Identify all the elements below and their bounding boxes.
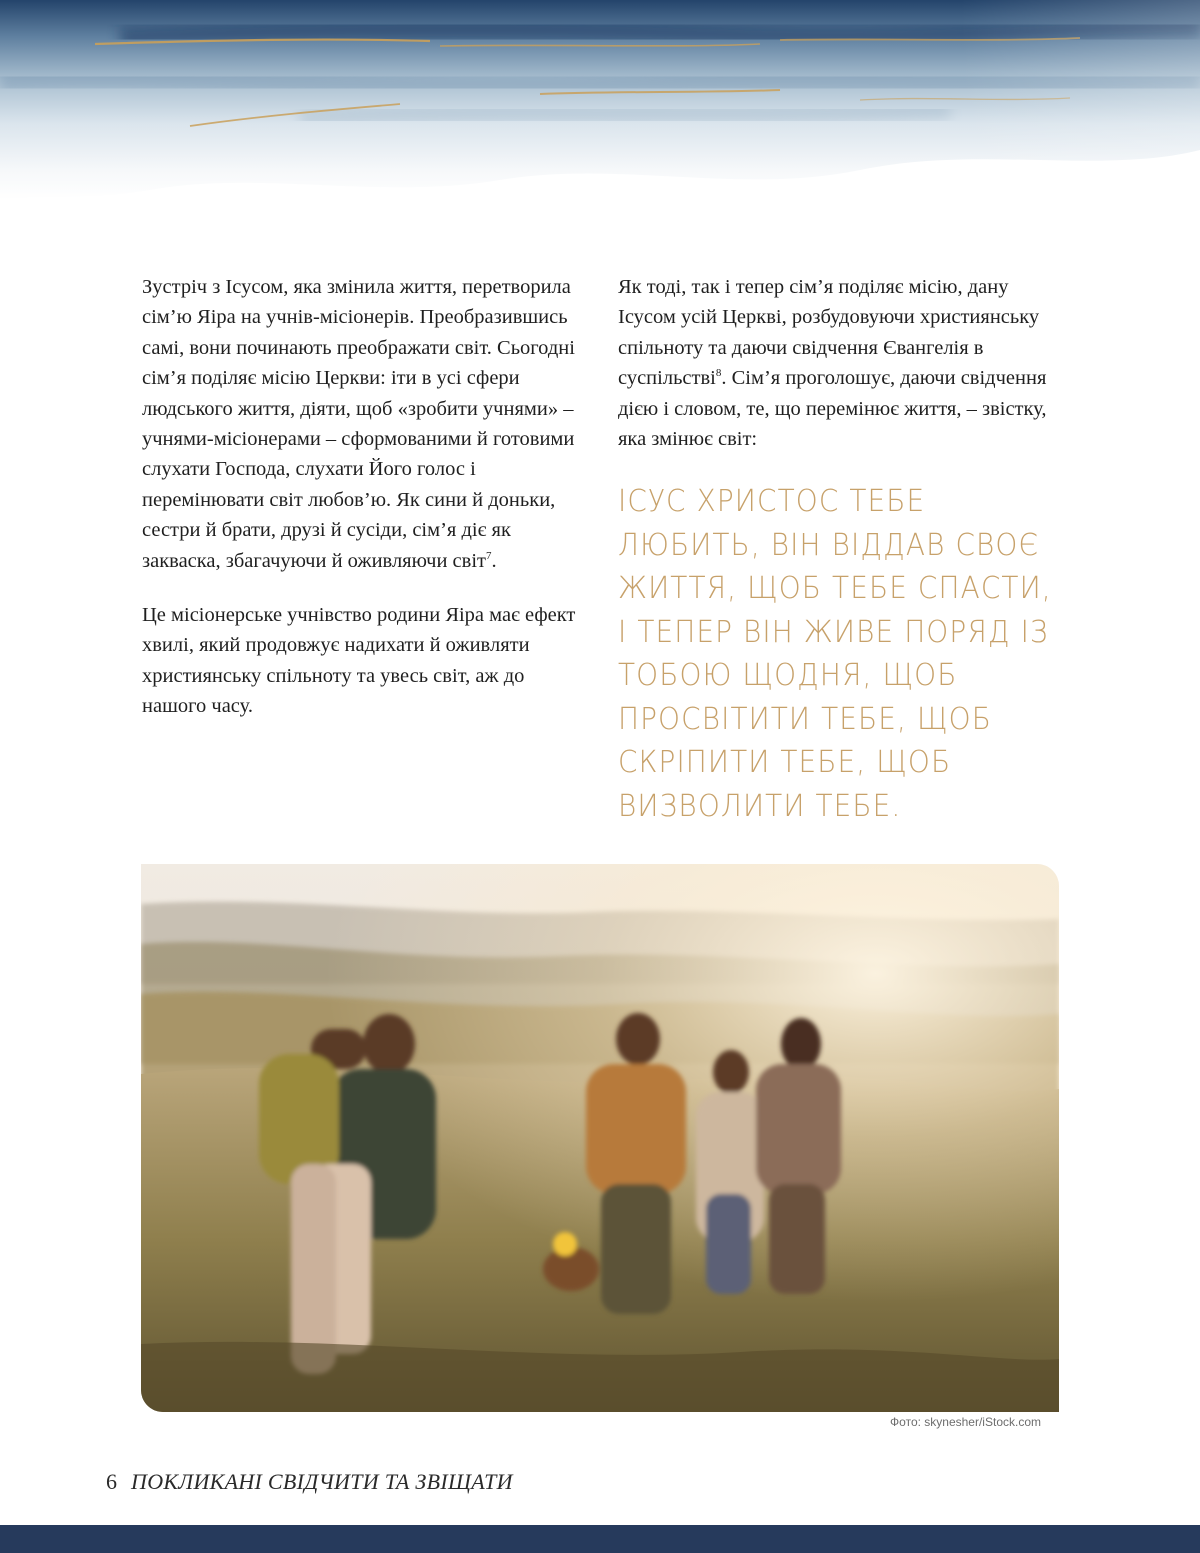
publication-title: ПОКЛИКАНІ СВІДЧИТИ ТА ЗВІЩАТИ <box>131 1469 513 1494</box>
watercolor-header-banner <box>0 0 1200 240</box>
paragraph-intro: Зустріч з Ісусом, яка змінила життя, перетворила сім’ю Яіра на учнів-місіонерів. Преобразившись самі, вони починають преображати світ. Сьогодні сім’я поділяє місію Церкви: іти в усі сфери людського життя, діяти, щоб «зробити учнями» – учнями-місіонерами – сформованими й готовими слухати Господа, слухати Його голос і перемінювати світ любов’ю. Як сини й доньки, сестри й брати, друзі й сусіди, сім’я діє як закваска, збагачуючи й оживляючи світ$^7$. <box>142 276 575 572</box>
paragraph-mission: Як тоді, так і тепер сім’я поділяє місію, дану Ісусом усій Церкві, розбудовуючи християнську спільноту та даючи свідчення Євангелія в суспільстві$^8$. Сім’я проголошує, даючи свідчення дією і словом, те, що перемінює життя, – звістку, яка змінює світ: <box>618 276 1047 451</box>
footnote-ref[interactable]: 7 <box>486 549 492 562</box>
paragraph-ripple-effect: Це місіонерське учнівство родини Яіра має ефект хвилі, який продовжує надихати й оживляти християнську спільноту та увесь світ, аж до нашого часу. <box>142 604 576 718</box>
body-column-right <box>618 272 1050 899</box>
photo-credit: Фото: skynesher/iStock.com <box>890 1415 1041 1429</box>
family-walking-photo <box>141 864 1059 1412</box>
bottom-navy-bar <box>0 1525 1200 1553</box>
pull-quote: ІСУС ХРИСТОС ТЕБЕ ЛЮБИТЬ, ВІН ВІДДАВ СВОЄ ЖИТТЯ, ЩОБ ТЕБЕ СПАСТИ, І ТЕПЕР ВІН ЖИВЕ ПОРЯД ІЗ ТОБОЮ ЩОДНЯ, ЩОБ ПРОСВІТИТИ ТЕБЕ, ЩОБ СКРІПИТИ ТЕБЕ, ЩОБ ВИЗВОЛИТИ ТЕБЕ. <box>618 484 1052 824</box>
body-column-left <box>142 272 584 722</box>
page-number: 6 <box>106 1469 117 1494</box>
page-footer <box>106 1469 513 1495</box>
footnote-ref[interactable]: 8 <box>715 367 722 380</box>
